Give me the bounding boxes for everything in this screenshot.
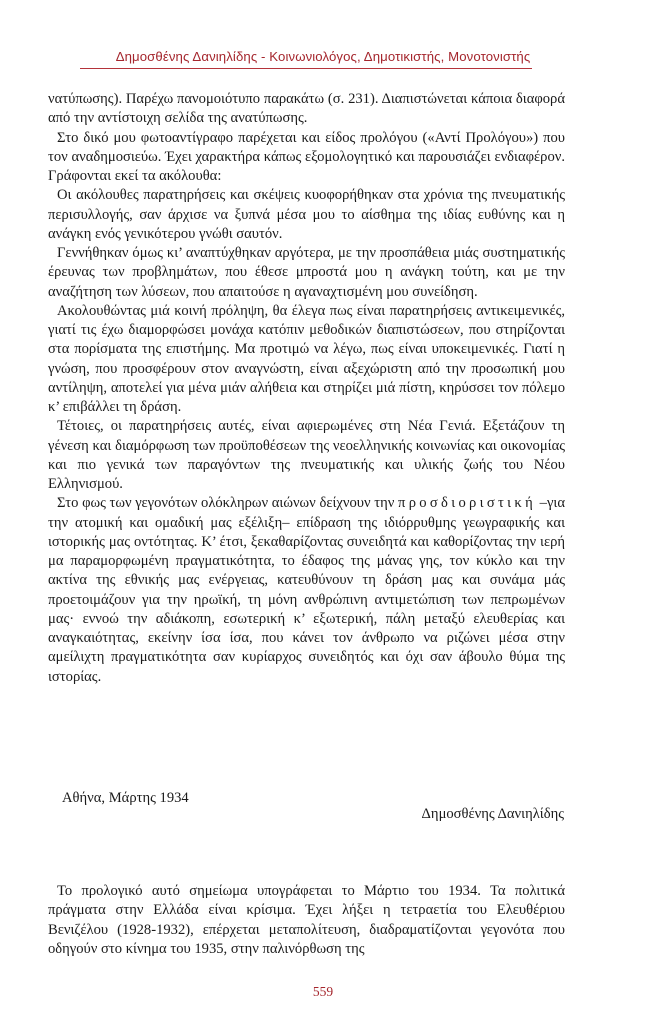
paragraph-5-start: Στο φως των γεγονότων ολόκληρων αιώνων δείχνουν την: [57, 495, 399, 512]
main-text: [48, 90, 565, 687]
quoted-paragraph-5: [48, 494, 565, 687]
quoted-paragraph-3: Ακολουθώντας μιά κοινή πρόληψη, θα έλεγα πως είναι παρατηρήσεις αντικειμενικές, γιατί τις έχω διαμορφώσει μονάχα κατόπιν μεθοδικών διαπιστώσεων, που στηρίζονται στα πορίσματα της επιστήμης. Μα προτιμώ να λέγω, πως είναι υποκειμενικές. Γιατί η γνώση, που προσφέρουν στον αναγνώστη, είναι αξεχώριστη από την προσωπική μου αντίληψη, αποτελεί για μένα μιάν αλήθεια και στηρίζει μιά πίστη, κηρύσσει τον πόλεμο κ’ επιβάλλει τη δράση.: [48, 302, 565, 415]
paragraph-1: νατύπωσης). Παρέχω πανομοιότυπο παρακάτω (σ. 231). Διαπιστώνεται κάποια διαφορά από την αντίστοιχη σελίδα της ανατύπωσης.: [48, 91, 565, 127]
page-number: 559: [312, 984, 334, 999]
quoted-paragraph-1: Οι ακόλουθες παρατηρήσεις και σκέψεις κυοφορήθηκαν στα χρόνια της πνευματικής περισυλλογής, σαν άρχισε να ξυπνά μέσα μου το αίσθημα της ιδίας ευθύνης και η ανάγκη ενός γενικότερου γνώθι σαυτόν.: [48, 187, 565, 242]
place-and-date: Αθήνα, Μάρτης 1934: [62, 790, 189, 806]
commentary-paragraph: Το προλογικό αυτό σημείωμα υπογράφεται το Μάρτιο του 1934. Τα πολιτικά πράγματα στην Ελλάδα είναι κρίσιμα. Έχει λήξει η τετραετία του Ελευθέριου Βενιζέλου (1928-1932), επέρχεται μεταπολίτευση, διαδραματίζονται γεγονότα που οδηγούν στο κίνημα του 1935, στην παλινόρθωση της: [48, 883, 565, 957]
paragraph-5-rest: –για την ατομική και ομαδική μας εξέλιξη– επίδραση της ιδιόρρυθμης γεωγραφικής και ιστορικής μας οντότητας. Κ’ έτσι, ξεκαθαρίζοντας συνειδητά και καθορίζοντας την ιερή μα παραμορφωμένη πραγματικότητα, το έδαφος της μάνας γης, τον κύκλο και την ακτίνα της εθνικής μας ενέργειας, κατευθύνουν τη δράση μας και συνάμα μάς προετοιμάζουν για την ηρωϊκή, τη μόνη ανθρώπινη αντιμετώπιση των πεπρωμένων μας· εννοώ την αδιάκοπη, εσωτερική κ’ εξωτερική, πάλη μεταξύ ελευθερίας και αναγκαιότητας, εκείνην ίσα ίσα, που κάνει τον άνθρωπο να ριζώνει μέσα στην αμείλιχτη πραγματικότητα σαν κυρίαρχος συνειδητός και όχι σαν άβουλο θύμα της ιστορίας.: [48, 495, 565, 685]
quoted-paragraph-4: Τέτοιες, οι παρατηρήσεις αυτές, είναι αφιερωμένες στη Νέα Γενιά. Εξετάζουν τη γένεση και διαμόρφωση των προϋποθέσεων της νεοελληνικής κοινωνίας και οικονομίας και πιο γενικά των παραγόντων της πνευματικής και υλικής ζωής του Νέου Ελληνισμού.: [48, 418, 565, 492]
commentary-text: [48, 882, 565, 959]
header-rule: [80, 68, 532, 69]
running-header: Δημοσθένης Δανιηλίδης - Κοινωνιολόγος, Δημοτικιστής, Μονοτονιστής: [115, 49, 531, 64]
quoted-paragraph-2: Γεννήθηκαν όμως κι’ αναπτύχθηκαν αργότερα, με την προσπάθεια μιάς συστηματικής έρευνας των προβλημάτων, που έθεσε μπροστά μου η ανάγκη τούτη, και με την αναζήτηση των λύσεων, που απαιτούσε η αγαναχτισμένη μου συνείδηση.: [48, 245, 565, 300]
spaced-emphasis-word: προσδιοριστική: [398, 495, 536, 512]
signature-name: Δημοσθένης Δανιηλίδης: [421, 806, 564, 822]
paragraph-2: Στο δικό μου φωτοαντίγραφο παρέχεται και είδος προλόγου («Αντί Προλόγου») που τον αναδημοσιεύω. Έχει χαρακτήρα κάπως εξομολογητικό και παρουσιάζει ενδιαφέρον. Γράφονται εκεί τα ακόλουθα:: [48, 129, 565, 184]
